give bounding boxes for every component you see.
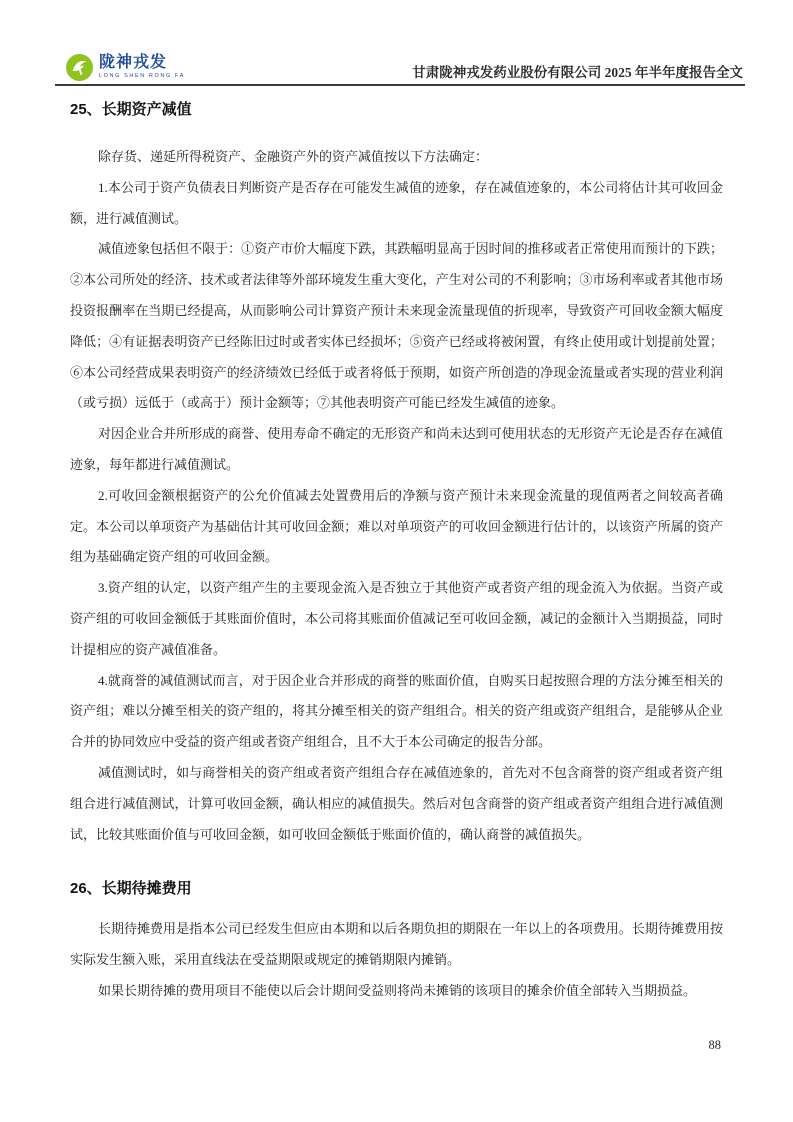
section-long-term-asset-impairment bbox=[70, 99, 723, 850]
section-heading: 26、长期待摊费用 bbox=[70, 880, 192, 898]
logo-icon bbox=[65, 53, 94, 82]
company-logo bbox=[55, 53, 185, 84]
report-header-title: 甘肃陇神戎发药业股份有限公司 2025 年半年度报告全文 bbox=[412, 65, 743, 80]
paragraph: 3.资产组的认定，以资产组产生的主要现金流入是否独立于其他资产或者资产组的现金流入为依据。当资产或资产组的可收回金额低于其账面价值时，本公司将其账面价值减记至可收回金额，减记的金额计入当期损益，同时计提相应的资产减值准备。 bbox=[70, 580, 723, 657]
section-long-term-deferred-expenses bbox=[70, 878, 723, 1006]
section-heading: 25、长期资产减值 bbox=[70, 101, 192, 118]
document-body bbox=[70, 87, 723, 1007]
page-number: 88 bbox=[708, 1038, 721, 1052]
header-divider bbox=[55, 84, 745, 86]
paragraph: 减值迹象包括但不限于：①资产市价大幅度下跌，其跌幅明显高于因时间的推移或者正常使用而预计的下跌；②本公司所处的经济、技术或者法律等外部环境发生重大变化，产生对公司的不利影响；③市场利率或者其他市场投资报酬率在当期已经提高，从而影响公司计算资产预计未来现金流量现值的折现率，导致资产可回收金额大幅度降低；④有证据表明资产已经陈旧过时或者实体已经损坏；⑤资产已经或将被闲置，有终止使用或计划提前处置；⑥本公司经营成果表明资产的经济绩效已经低于或者将低于预期，如资产所创造的净现金流量或者实现的营业利润（或亏损）远低于（或高于）预计金额等；⑦其他表明资产可能已经发生减值的迹象。 bbox=[70, 241, 723, 411]
paragraph: 如果长期待摊的费用项目不能使以后会计期间受益则将尚未摊销的该项目的摊余价值全部转入当期损益。 bbox=[97, 982, 696, 998]
page-header bbox=[55, 44, 743, 84]
logo-text bbox=[99, 55, 185, 80]
paragraph: 4.就商誉的减值测试而言，对于因企业合并形成的商誉的账面价值，自购买日起按照合理的方法分摊至相关的资产组；难以分摊至相关的资产组的，将其分摊至相关的资产组组合。相关的资产组或资产组组合，是能够从企业合并的协同效应中受益的资产组或者资产组组合，且不大于本公司确定的报告分部。 bbox=[70, 672, 723, 750]
paragraph: 减值测试时，如与商誉相关的资产组或者资产组组合存在减值迹象的，首先对不包含商誉的资产组或者资产组组合进行减值测试，计算可收回金额，确认相应的减值损失。然后对包含商誉的资产组或者资产组组合进行减值测试，比较其账面价值与可收回金额，如可收回金额低于账面价值的，确认商誉的减值损失。 bbox=[70, 764, 723, 842]
paragraph: 长期待摊费用是指本公司已经发生但应由本期和以后各期负担的期限在一年以上的各项费用。长期待摊费用按实际发生额入账，采用直线法在受益期限或规定的摊销期限内摊销。 bbox=[70, 921, 723, 968]
logo-chinese-name: 陇神戎发 bbox=[99, 54, 168, 72]
paragraph: 对因企业合并所形成的商誉、使用寿命不确定的无形资产和尚未达到可使用状态的无形资产无论是否存在减值迹象，每年都进行减值测试。 bbox=[70, 426, 723, 472]
paragraph: 2.可收回金额根据资产的公允价值减去处置费用后的净额与资产预计未来现金流量的现值两者之间较高者确定。本公司以单项资产为基础估计其可收回金额；难以对单项资产的可收回金额进行估计的，以该资产所属的资产组为基础确定资产组的可收回金额。 bbox=[70, 487, 723, 565]
logo-english-name: LONG SHEN RONG FA bbox=[99, 73, 185, 80]
paragraph: 除存货、递延所得税资产、金融资产外的资产减值按以下方法确定： bbox=[97, 149, 488, 164]
paragraph: 1.本公司于资产负债表日判断资产是否存在可能发生减值的迹象，存在减值迹象的，本公司将估计其可收回金额，进行减值测试。 bbox=[70, 179, 723, 226]
